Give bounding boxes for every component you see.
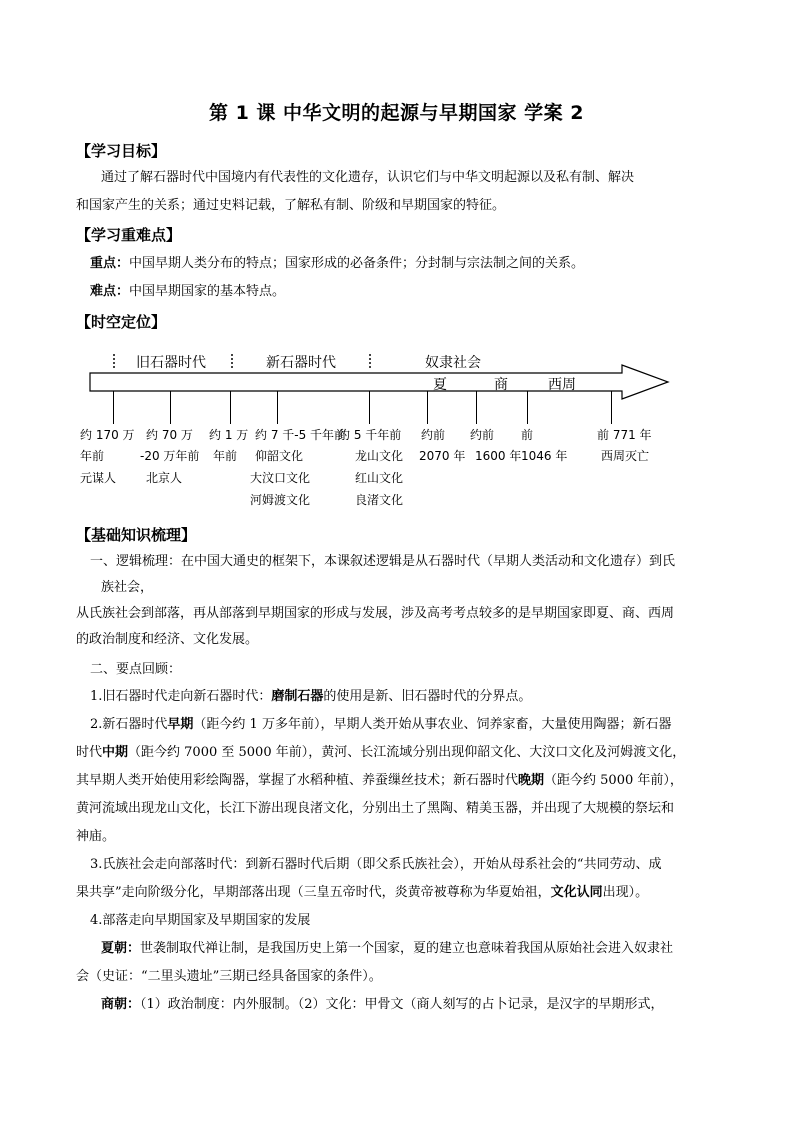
timeline-tick: [427, 391, 428, 424]
body-line: 族社会，: [101, 580, 154, 595]
timeline-tick: [113, 391, 114, 424]
page-title: 第 1 课 中华文明的起源与早期国家 学案 2: [208, 102, 584, 124]
mark-4-line-4: 良渚文化: [355, 493, 404, 507]
era-neolithic: 新石器时代: [266, 355, 336, 371]
body-line: 的政治制度和经济、文化发展。: [76, 632, 259, 647]
mark-0-line-2: 年前: [80, 449, 105, 463]
body-line: [101, 939, 673, 959]
timeline-tick: [369, 391, 370, 424]
body-line: [90, 715, 671, 735]
timeline-heading: 【时空定位】: [76, 313, 167, 331]
mark-2-line-1: 约 1 万: [209, 428, 249, 442]
body-line: 3.氏族社会走向部落时代：到新石器时代后期（即父系氏族社会），开始从母系社会的“共同劳动、成: [90, 857, 662, 872]
mark-0-line-3: 元谋人: [80, 471, 117, 485]
mark-3-line-2: 仰韶文化: [255, 449, 304, 463]
body-line: 二、要点回顾：: [90, 662, 182, 677]
timeline-tick: [170, 391, 171, 424]
text-run: 其早期人类开始使用彩绘陶器，掌握了水稻种植、养蚕缫丝技术；新石器时代: [76, 773, 519, 788]
emphasis-text: 中期: [102, 745, 129, 760]
body-line: [76, 771, 683, 791]
difficulty-text: 中国早期国家的基本特点。: [129, 284, 286, 299]
era-divider: [113, 354, 117, 368]
timeline-tick: [230, 391, 231, 424]
body-line: [76, 883, 648, 903]
mark-6-line-2: 1600 年: [475, 449, 522, 463]
mark-1-line-1: 约 70 万: [146, 428, 193, 442]
body-line: [90, 687, 531, 707]
keypoints-heading: 【学习重难点】: [76, 226, 182, 244]
mark-5-line-2: 2070 年: [419, 449, 466, 463]
body-line: 4.部落走向早期国家及早期国家的发展: [90, 913, 311, 928]
text-run: （距今约 1 万多年前），早期人类开始从事农业、饲养家畜，大量使用陶器；新石器: [193, 717, 672, 732]
key-text: 中国早期人类分布的特点；国家形成的必备条件；分封制与宗法制之间的关系。: [129, 256, 585, 271]
body-line: 神庙。: [76, 829, 116, 844]
era-divider: [231, 354, 235, 368]
mark-8-line-2: 西周灭亡: [601, 449, 650, 463]
mark-3-line-4: 河姆渡文化: [250, 493, 311, 507]
emphasis-text: 早期: [167, 717, 194, 732]
text-run: 世袭制取代禅让制，是我国历史上第一个国家，夏的建立也意味着我国从原始社会进入奴隶社: [140, 941, 674, 956]
text-run: 2.新石器时代: [90, 717, 168, 732]
body-line: [76, 743, 685, 763]
text-run: （1）政治制度：内外服制。（2）文化：甲骨文（商人刻写的占卜记录，是汉字的早期形式，: [140, 997, 664, 1012]
difficulty-label: 难点：: [90, 284, 130, 299]
timeline-tick: [277, 391, 278, 424]
era-paleolithic: 旧石器时代: [136, 355, 206, 371]
mark-1-line-3: 北京人: [146, 471, 183, 485]
mark-3-line-3: 大汶口文化: [250, 471, 311, 485]
mark-4-line-1: 约 5 千年前: [338, 428, 402, 442]
body-line: 会（史证：“二里头遗址”三期已经具备国家的条件）。: [76, 969, 382, 984]
text-run: 1.旧石器时代走向新石器时代：: [90, 689, 272, 704]
emphasis-text: 夏朝：: [101, 941, 141, 956]
dynasty-shang: 商: [494, 377, 508, 393]
text-run: 时代: [76, 745, 103, 760]
mark-5-line-1: 约前: [421, 428, 446, 442]
dynasty-xia: 夏: [433, 377, 447, 393]
mark-4-line-2: 龙山文化: [355, 449, 404, 463]
emphasis-text: 文化认同: [550, 885, 603, 900]
timeline-tick: [611, 391, 612, 424]
mark-2-line-2: 年前: [213, 449, 238, 463]
mark-8-line-1: 前 771 年: [597, 428, 652, 442]
mark-4-line-3: 红山文化: [355, 471, 404, 485]
mark-1-line-2: -20 万年前: [140, 449, 200, 463]
mark-7-line-1: 前: [521, 428, 534, 442]
dynasty-western-zhou: 西周: [548, 377, 576, 393]
timeline-tick: [476, 391, 477, 424]
mark-6-line-1: 约前: [470, 428, 495, 442]
goals-heading: 【学习目标】: [76, 142, 167, 160]
emphasis-text: 晚期: [518, 773, 545, 788]
mark-3-line-1: 约 7 千-5 千年前: [255, 428, 347, 442]
body-line: 黄河流域出现龙山文化，长江下游出现良渚文化，分别出土了黑陶、精美玉器，并出现了大规模的祭坛和: [76, 801, 675, 816]
text-run: 果共享”走向阶级分化，早期部落出现（三皇五帝时代，炎黄帝被尊称为华夏始祖，: [76, 885, 551, 900]
timeline-tick: [527, 391, 528, 424]
basics-heading: 【基础知识梳理】: [76, 526, 197, 544]
body-line: 一、逻辑梳理：在中国大通史的框架下，本课叙述逻辑是从石器时代（早期人类活动和文化遗存）到氏: [90, 554, 676, 569]
text-run: （距今约 5000 年前），: [544, 773, 683, 788]
emphasis-text: 磨制石器: [271, 689, 324, 704]
key-label: 重点：: [90, 256, 130, 271]
text-run: 的使用是新、旧石器时代的分界点。: [323, 689, 532, 704]
body-line: [101, 995, 664, 1015]
goals-line-1: 通过了解石器时代中国境内有代表性的文化遗存，认识它们与中华文明起源以及私有制、解决: [101, 170, 635, 185]
text-run: 出现）。: [602, 885, 649, 900]
goals-line-2: 和国家产生的关系；通过史料记载，了解私有制、阶级和早期国家的特征。: [76, 198, 506, 213]
text-run: （距今约 7000 至 5000 年前），黄河、长江流域分别出现仰韶文化、大汶口文化及河姆渡文化，: [128, 745, 686, 760]
emphasis-text: 商朝：: [101, 997, 141, 1012]
mark-7-line-2: 1046 年: [521, 449, 568, 463]
mark-0-line-1: 约 170 万: [80, 428, 135, 442]
era-slave-society: 奴隶社会: [425, 355, 481, 371]
era-divider: [369, 354, 373, 368]
body-line: 从氏族社会到部落，再从部落到早期国家的形成与发展，涉及高考考点较多的是早期国家即夏、商、西周: [76, 606, 675, 621]
